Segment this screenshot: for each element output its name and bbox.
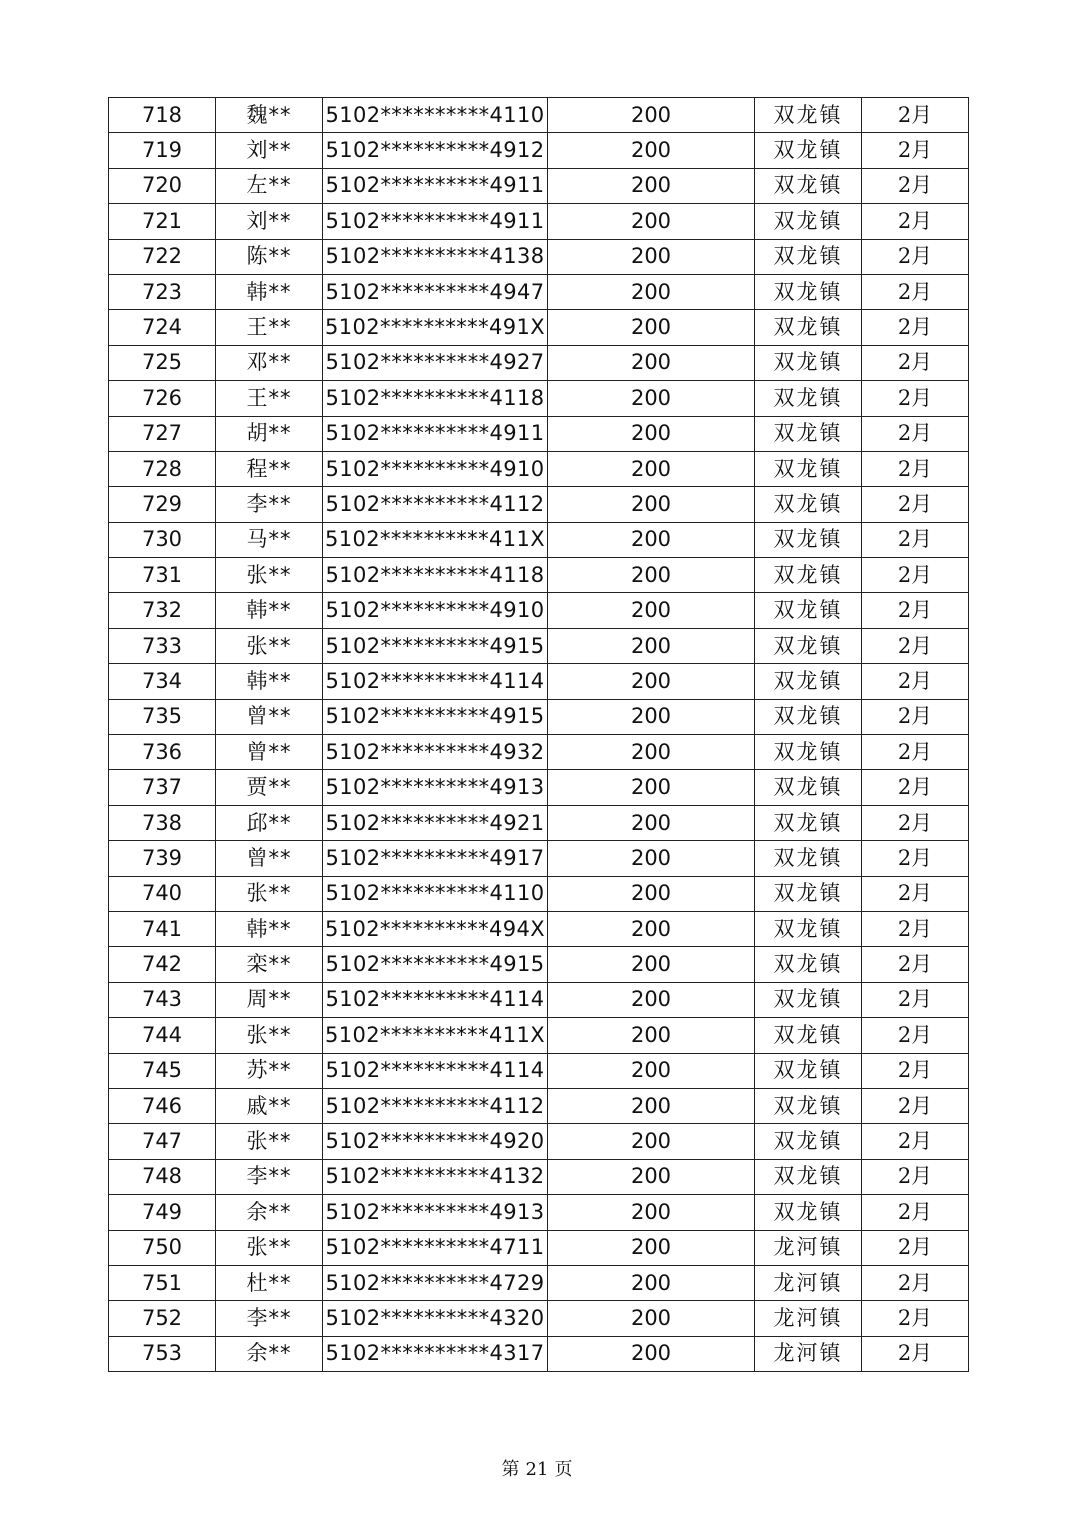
- id-number-cell: 5102**********4911: [323, 416, 548, 451]
- id-number-cell: 5102**********4317: [323, 1336, 548, 1371]
- month-cell: 2月: [862, 1088, 969, 1123]
- amount-cell: 200: [548, 1088, 755, 1123]
- id-number-cell: 5102**********4917: [323, 841, 548, 876]
- row-number-cell: 727: [109, 416, 216, 451]
- amount-cell: 200: [548, 805, 755, 840]
- month-cell: 2月: [862, 805, 969, 840]
- row-number-cell: 738: [109, 805, 216, 840]
- name-cell: 贾**: [216, 770, 323, 805]
- table-row: [109, 1301, 969, 1336]
- month-cell: 2月: [862, 911, 969, 946]
- name-cell: 韩**: [216, 664, 323, 699]
- table-row: [109, 911, 969, 946]
- town-cell: 双龙镇: [755, 204, 862, 239]
- name-cell: 邱**: [216, 805, 323, 840]
- table-row: [109, 1159, 969, 1194]
- id-number-cell: 5102**********4114: [323, 1053, 548, 1088]
- amount-cell: 200: [548, 168, 755, 203]
- month-cell: 2月: [862, 1265, 969, 1300]
- id-number-cell: 5102**********4913: [323, 1195, 548, 1230]
- amount-cell: 200: [548, 274, 755, 309]
- amount-cell: 200: [548, 522, 755, 557]
- table-row: [109, 699, 969, 734]
- town-cell: 双龙镇: [755, 841, 862, 876]
- name-cell: 张**: [216, 876, 323, 911]
- month-cell: 2月: [862, 1018, 969, 1053]
- table-row: [109, 133, 969, 168]
- town-cell: 双龙镇: [755, 664, 862, 699]
- name-cell: 余**: [216, 1195, 323, 1230]
- row-number-cell: 721: [109, 204, 216, 239]
- id-number-cell: 5102**********4910: [323, 593, 548, 628]
- amount-cell: 200: [548, 841, 755, 876]
- amount-cell: 200: [548, 1124, 755, 1159]
- amount-cell: 200: [548, 451, 755, 486]
- row-number-cell: 752: [109, 1301, 216, 1336]
- id-number-cell: 5102**********4947: [323, 274, 548, 309]
- name-cell: 曾**: [216, 841, 323, 876]
- row-number-cell: 719: [109, 133, 216, 168]
- amount-cell: 200: [548, 381, 755, 416]
- row-number-cell: 718: [109, 98, 216, 133]
- town-cell: 双龙镇: [755, 1159, 862, 1194]
- id-number-cell: 5102**********4132: [323, 1159, 548, 1194]
- table-row: [109, 805, 969, 840]
- amount-cell: 200: [548, 558, 755, 593]
- amount-cell: 200: [548, 239, 755, 274]
- town-cell: 双龙镇: [755, 1124, 862, 1159]
- table-row: [109, 239, 969, 274]
- month-cell: 2月: [862, 558, 969, 593]
- town-cell: 龙河镇: [755, 1301, 862, 1336]
- id-number-cell: 5102**********4320: [323, 1301, 548, 1336]
- row-number-cell: 733: [109, 628, 216, 663]
- roster-table-body: [109, 98, 969, 1372]
- row-number-cell: 751: [109, 1265, 216, 1300]
- row-number-cell: 742: [109, 947, 216, 982]
- id-number-cell: 5102**********4912: [323, 133, 548, 168]
- town-cell: 双龙镇: [755, 947, 862, 982]
- id-number-cell: 5102**********4915: [323, 947, 548, 982]
- table-row: [109, 1124, 969, 1159]
- amount-cell: 200: [548, 204, 755, 239]
- id-number-cell: 5102**********411X: [323, 522, 548, 557]
- town-cell: 双龙镇: [755, 558, 862, 593]
- town-cell: 双龙镇: [755, 1088, 862, 1123]
- amount-cell: 200: [548, 310, 755, 345]
- town-cell: 双龙镇: [755, 876, 862, 911]
- amount-cell: 200: [548, 345, 755, 380]
- id-number-cell: 5102**********491X: [323, 310, 548, 345]
- table-row: [109, 381, 969, 416]
- town-cell: 双龙镇: [755, 416, 862, 451]
- month-cell: 2月: [862, 735, 969, 770]
- row-number-cell: 745: [109, 1053, 216, 1088]
- row-number-cell: 747: [109, 1124, 216, 1159]
- row-number-cell: 732: [109, 593, 216, 628]
- name-cell: 李**: [216, 1159, 323, 1194]
- town-cell: 龙河镇: [755, 1265, 862, 1300]
- footer-prefix: 第: [501, 1459, 520, 1480]
- month-cell: 2月: [862, 947, 969, 982]
- table-row: [109, 416, 969, 451]
- row-number-cell: 741: [109, 911, 216, 946]
- row-number-cell: 725: [109, 345, 216, 380]
- table-row: [109, 841, 969, 876]
- month-cell: 2月: [862, 982, 969, 1017]
- town-cell: 双龙镇: [755, 628, 862, 663]
- name-cell: 韩**: [216, 593, 323, 628]
- amount-cell: 200: [548, 982, 755, 1017]
- town-cell: 双龙镇: [755, 274, 862, 309]
- row-number-cell: 753: [109, 1336, 216, 1371]
- row-number-cell: 731: [109, 558, 216, 593]
- town-cell: 双龙镇: [755, 1018, 862, 1053]
- id-number-cell: 5102**********4911: [323, 168, 548, 203]
- amount-cell: 200: [548, 487, 755, 522]
- town-cell: 双龙镇: [755, 345, 862, 380]
- town-cell: 双龙镇: [755, 522, 862, 557]
- row-number-cell: 735: [109, 699, 216, 734]
- row-number-cell: 729: [109, 487, 216, 522]
- town-cell: 双龙镇: [755, 1053, 862, 1088]
- amount-cell: 200: [548, 1301, 755, 1336]
- town-cell: 双龙镇: [755, 982, 862, 1017]
- town-cell: 双龙镇: [755, 593, 862, 628]
- town-cell: 龙河镇: [755, 1336, 862, 1371]
- page-number: 21: [525, 1459, 549, 1480]
- amount-cell: 200: [548, 1265, 755, 1300]
- id-number-cell: 5102**********4114: [323, 664, 548, 699]
- amount-cell: 200: [548, 1336, 755, 1371]
- month-cell: 2月: [862, 168, 969, 203]
- id-number-cell: 5102**********4112: [323, 487, 548, 522]
- amount-cell: 200: [548, 947, 755, 982]
- row-number-cell: 723: [109, 274, 216, 309]
- id-number-cell: 5102**********4920: [323, 1124, 548, 1159]
- amount-cell: 200: [548, 133, 755, 168]
- table-row: [109, 1265, 969, 1300]
- town-cell: 双龙镇: [755, 381, 862, 416]
- table-row: [109, 628, 969, 663]
- month-cell: 2月: [862, 1159, 969, 1194]
- table-row: [109, 664, 969, 699]
- id-number-cell: 5102**********4915: [323, 699, 548, 734]
- town-cell: 双龙镇: [755, 911, 862, 946]
- name-cell: 杜**: [216, 1265, 323, 1300]
- table-row: [109, 487, 969, 522]
- id-number-cell: 5102**********494X: [323, 911, 548, 946]
- month-cell: 2月: [862, 204, 969, 239]
- month-cell: 2月: [862, 381, 969, 416]
- town-cell: 双龙镇: [755, 805, 862, 840]
- row-number-cell: 724: [109, 310, 216, 345]
- table-row: [109, 558, 969, 593]
- name-cell: 王**: [216, 381, 323, 416]
- name-cell: 张**: [216, 558, 323, 593]
- month-cell: 2月: [862, 664, 969, 699]
- amount-cell: 200: [548, 1230, 755, 1265]
- id-number-cell: 5102**********4911: [323, 204, 548, 239]
- page-footer: [0, 1455, 1074, 1481]
- town-cell: 双龙镇: [755, 310, 862, 345]
- name-cell: 余**: [216, 1336, 323, 1371]
- month-cell: 2月: [862, 1195, 969, 1230]
- table-row: [109, 98, 969, 133]
- name-cell: 张**: [216, 1230, 323, 1265]
- name-cell: 魏**: [216, 98, 323, 133]
- row-number-cell: 728: [109, 451, 216, 486]
- name-cell: 苏**: [216, 1053, 323, 1088]
- id-number-cell: 5102**********4138: [323, 239, 548, 274]
- amount-cell: 200: [548, 1018, 755, 1053]
- table-row: [109, 1018, 969, 1053]
- amount-cell: 200: [548, 628, 755, 663]
- month-cell: 2月: [862, 451, 969, 486]
- table-row: [109, 947, 969, 982]
- id-number-cell: 5102**********4915: [323, 628, 548, 663]
- row-number-cell: 726: [109, 381, 216, 416]
- month-cell: 2月: [862, 239, 969, 274]
- id-number-cell: 5102**********4118: [323, 558, 548, 593]
- footer-suffix: 页: [554, 1459, 573, 1480]
- row-number-cell: 736: [109, 735, 216, 770]
- town-cell: 双龙镇: [755, 735, 862, 770]
- name-cell: 曾**: [216, 699, 323, 734]
- name-cell: 程**: [216, 451, 323, 486]
- month-cell: 2月: [862, 699, 969, 734]
- name-cell: 韩**: [216, 911, 323, 946]
- amount-cell: 200: [548, 664, 755, 699]
- name-cell: 刘**: [216, 133, 323, 168]
- table-row: [109, 168, 969, 203]
- name-cell: 刘**: [216, 204, 323, 239]
- amount-cell: 200: [548, 593, 755, 628]
- row-number-cell: 746: [109, 1088, 216, 1123]
- month-cell: 2月: [862, 274, 969, 309]
- row-number-cell: 734: [109, 664, 216, 699]
- id-number-cell: 5102**********4932: [323, 735, 548, 770]
- month-cell: 2月: [862, 522, 969, 557]
- table-row: [109, 274, 969, 309]
- row-number-cell: 730: [109, 522, 216, 557]
- row-number-cell: 750: [109, 1230, 216, 1265]
- month-cell: 2月: [862, 876, 969, 911]
- table-row: [109, 982, 969, 1017]
- name-cell: 王**: [216, 310, 323, 345]
- amount-cell: 200: [548, 98, 755, 133]
- name-cell: 胡**: [216, 416, 323, 451]
- month-cell: 2月: [862, 1301, 969, 1336]
- month-cell: 2月: [862, 1336, 969, 1371]
- id-number-cell: 5102**********4910: [323, 451, 548, 486]
- id-number-cell: 5102**********4114: [323, 982, 548, 1017]
- name-cell: 马**: [216, 522, 323, 557]
- town-cell: 双龙镇: [755, 98, 862, 133]
- month-cell: 2月: [862, 1053, 969, 1088]
- month-cell: 2月: [862, 98, 969, 133]
- table-row: [109, 770, 969, 805]
- row-number-cell: 720: [109, 168, 216, 203]
- name-cell: 张**: [216, 628, 323, 663]
- table-row: [109, 1195, 969, 1230]
- name-cell: 栾**: [216, 947, 323, 982]
- town-cell: 双龙镇: [755, 1195, 862, 1230]
- town-cell: 龙河镇: [755, 1230, 862, 1265]
- table-row: [109, 1336, 969, 1371]
- table-row: [109, 204, 969, 239]
- row-number-cell: 722: [109, 239, 216, 274]
- name-cell: 左**: [216, 168, 323, 203]
- month-cell: 2月: [862, 1124, 969, 1159]
- row-number-cell: 739: [109, 841, 216, 876]
- id-number-cell: 5102**********4913: [323, 770, 548, 805]
- name-cell: 张**: [216, 1124, 323, 1159]
- month-cell: 2月: [862, 310, 969, 345]
- table-row: [109, 593, 969, 628]
- amount-cell: 200: [548, 735, 755, 770]
- roster-table: [108, 97, 969, 1372]
- id-number-cell: 5102**********4711: [323, 1230, 548, 1265]
- name-cell: 张**: [216, 1018, 323, 1053]
- month-cell: 2月: [862, 416, 969, 451]
- town-cell: 双龙镇: [755, 699, 862, 734]
- table-row: [109, 1088, 969, 1123]
- amount-cell: 200: [548, 699, 755, 734]
- id-number-cell: 5102**********4927: [323, 345, 548, 380]
- table-row: [109, 310, 969, 345]
- amount-cell: 200: [548, 911, 755, 946]
- town-cell: 双龙镇: [755, 168, 862, 203]
- town-cell: 双龙镇: [755, 487, 862, 522]
- month-cell: 2月: [862, 593, 969, 628]
- month-cell: 2月: [862, 1230, 969, 1265]
- row-number-cell: 740: [109, 876, 216, 911]
- month-cell: 2月: [862, 487, 969, 522]
- id-number-cell: 5102**********4110: [323, 876, 548, 911]
- table-row: [109, 451, 969, 486]
- amount-cell: 200: [548, 1053, 755, 1088]
- amount-cell: 200: [548, 1195, 755, 1230]
- amount-cell: 200: [548, 876, 755, 911]
- table-row: [109, 1230, 969, 1265]
- month-cell: 2月: [862, 841, 969, 876]
- table-row: [109, 345, 969, 380]
- row-number-cell: 737: [109, 770, 216, 805]
- table-row: [109, 876, 969, 911]
- table-row: [109, 1053, 969, 1088]
- name-cell: 曾**: [216, 735, 323, 770]
- id-number-cell: 5102**********4921: [323, 805, 548, 840]
- table-row: [109, 522, 969, 557]
- name-cell: 周**: [216, 982, 323, 1017]
- amount-cell: 200: [548, 1159, 755, 1194]
- name-cell: 戚**: [216, 1088, 323, 1123]
- row-number-cell: 743: [109, 982, 216, 1017]
- name-cell: 陈**: [216, 239, 323, 274]
- id-number-cell: 5102**********4118: [323, 381, 548, 416]
- month-cell: 2月: [862, 345, 969, 380]
- name-cell: 李**: [216, 487, 323, 522]
- town-cell: 双龙镇: [755, 451, 862, 486]
- month-cell: 2月: [862, 770, 969, 805]
- town-cell: 双龙镇: [755, 133, 862, 168]
- name-cell: 邓**: [216, 345, 323, 380]
- row-number-cell: 744: [109, 1018, 216, 1053]
- month-cell: 2月: [862, 133, 969, 168]
- row-number-cell: 748: [109, 1159, 216, 1194]
- id-number-cell: 5102**********4729: [323, 1265, 548, 1300]
- name-cell: 李**: [216, 1301, 323, 1336]
- name-cell: 韩**: [216, 274, 323, 309]
- town-cell: 双龙镇: [755, 770, 862, 805]
- id-number-cell: 5102**********411X: [323, 1018, 548, 1053]
- month-cell: 2月: [862, 628, 969, 663]
- id-number-cell: 5102**********4112: [323, 1088, 548, 1123]
- amount-cell: 200: [548, 416, 755, 451]
- town-cell: 双龙镇: [755, 239, 862, 274]
- row-number-cell: 749: [109, 1195, 216, 1230]
- table-row: [109, 735, 969, 770]
- amount-cell: 200: [548, 770, 755, 805]
- id-number-cell: 5102**********4110: [323, 98, 548, 133]
